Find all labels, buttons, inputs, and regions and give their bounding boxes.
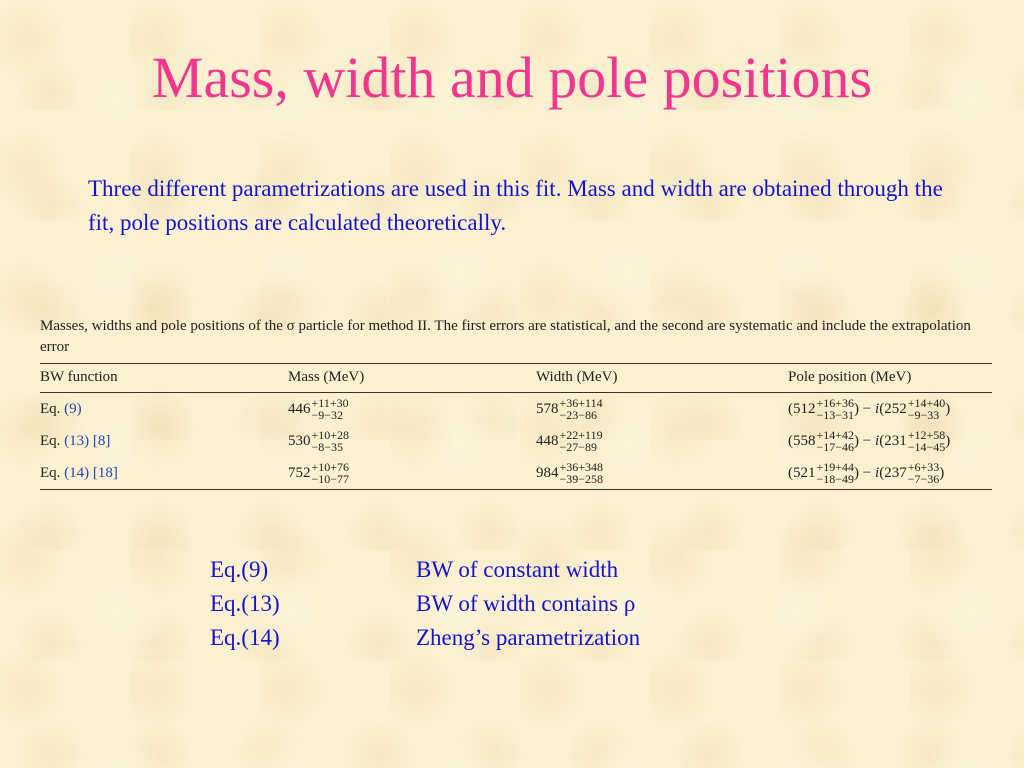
pole-real-errors [817, 397, 855, 421]
width-value: 448 [536, 432, 559, 449]
legend-equation: Eq.(9) [210, 557, 269, 582]
legend-equation: Eq.(14) [210, 625, 280, 650]
equation-link[interactable]: (9) [64, 400, 82, 417]
mass-errors [312, 461, 350, 485]
slide-title: Mass, width and pole positions [151, 45, 873, 110]
error-lower: −17−46 [816, 440, 855, 454]
error-upper: +16+36 [816, 396, 855, 410]
results-table [40, 363, 992, 490]
legend-row [210, 587, 640, 621]
intro-paragraph: Three different parametrizations are used in this fit. Mass and width are obtained through the fit, pole positions are calculated theoretically. [88, 176, 943, 235]
header-width: Width (MeV) [536, 369, 618, 385]
error-upper: +36+114 [559, 396, 603, 410]
table-row [40, 425, 992, 457]
bw-function-cell [40, 425, 288, 457]
error-upper: +10+76 [311, 460, 350, 474]
pole-cell: (558 +14+42 −17−46 ) − i(231 +12+58 −14−45 ) [788, 428, 951, 454]
eq-prefix: Eq. [40, 400, 65, 417]
table-row [40, 393, 992, 426]
table-row [40, 457, 992, 490]
table-caption: Masses, widths and pole positions of the σ particle for method II. The first errors are statistical, and the second are systematic and include the extrapolation error [40, 318, 971, 355]
error-upper: +12+58 [907, 428, 946, 442]
pole-imag-value: 237 [884, 464, 907, 481]
mass-errors [312, 429, 350, 453]
width-cell [536, 393, 788, 426]
error-lower: −23−86 [559, 408, 598, 422]
pole-real-value: 521 [793, 464, 816, 481]
pole-real-value: 512 [793, 400, 816, 417]
header-mass: Mass (MeV) [288, 369, 365, 385]
mass-value: 752 [288, 464, 311, 481]
width-cell [536, 425, 788, 457]
equation-legend [210, 553, 640, 655]
error-lower: −9−33 [907, 408, 940, 422]
error-upper: +14+40 [907, 396, 946, 410]
error-lower: −14−45 [907, 440, 946, 454]
mass-value: 446 [288, 400, 311, 417]
legend-equation: Eq.(13) [210, 591, 280, 616]
legend-row [210, 553, 640, 587]
width-cell [536, 457, 788, 490]
error-lower: −13−31 [816, 408, 855, 422]
bw-function-cell [40, 457, 288, 490]
mass-cell [288, 425, 536, 457]
bw-function-cell [40, 393, 288, 426]
header-pole-position: Pole position (MeV) [788, 369, 912, 385]
error-lower: −39−258 [559, 472, 604, 486]
width-value: 578 [536, 400, 559, 417]
header-bw-function: BW function [40, 369, 118, 385]
error-lower: −18−49 [816, 472, 855, 486]
equation-link[interactable]: (13) [64, 432, 90, 449]
width-value: 984 [536, 464, 559, 481]
error-lower: −8−35 [311, 440, 344, 454]
width-errors [560, 429, 603, 453]
eq-prefix: Eq. [40, 464, 65, 481]
error-upper: +10+28 [311, 428, 350, 442]
error-lower: −27−89 [559, 440, 598, 454]
pole-real-errors [817, 461, 855, 485]
pole-imag-errors [908, 429, 946, 453]
width-errors [560, 461, 604, 485]
legend-description: BW of constant width [416, 557, 619, 582]
mass-cell [288, 393, 536, 426]
legend-description: BW of width contains ρ [416, 591, 636, 616]
pole-imag-errors [908, 461, 940, 485]
pole-real-value: 558 [793, 432, 816, 449]
error-upper: +36+348 [559, 460, 604, 474]
error-upper: +11+30 [311, 396, 349, 410]
error-upper: +14+42 [816, 428, 855, 442]
equation-link[interactable]: (14) [64, 464, 90, 481]
mass-errors [312, 397, 349, 421]
table-header-row [40, 364, 992, 393]
eq-prefix: Eq. [40, 432, 65, 449]
pole-cell: (512 +16+36 −13−31 ) − i(252 +14+40 −9−33 ) [788, 396, 951, 422]
legend-row [210, 621, 640, 655]
mass-value: 530 [288, 432, 311, 449]
citation-link[interactable]: [18] [92, 464, 118, 481]
pole-imag-value: 231 [884, 432, 907, 449]
pole-real-errors [817, 429, 855, 453]
mass-cell [288, 457, 536, 490]
pole-cell: (521 +19+44 −18−49 ) − i(237 +6+33 −7−36 ) [788, 460, 945, 486]
pole-imag-value: 252 [884, 400, 907, 417]
error-lower: −9−32 [311, 408, 344, 422]
width-errors [560, 397, 603, 421]
citation-link[interactable]: [8] [92, 432, 111, 449]
results-table-figure [40, 316, 992, 490]
error-upper: +22+119 [559, 428, 603, 442]
legend-description: Zheng’s parametrization [416, 625, 641, 650]
error-upper: +6+33 [907, 460, 940, 474]
pole-imag-errors [908, 397, 946, 421]
error-upper: +19+44 [816, 460, 855, 474]
error-lower: −7−36 [907, 472, 940, 486]
error-lower: −10−77 [311, 472, 350, 486]
